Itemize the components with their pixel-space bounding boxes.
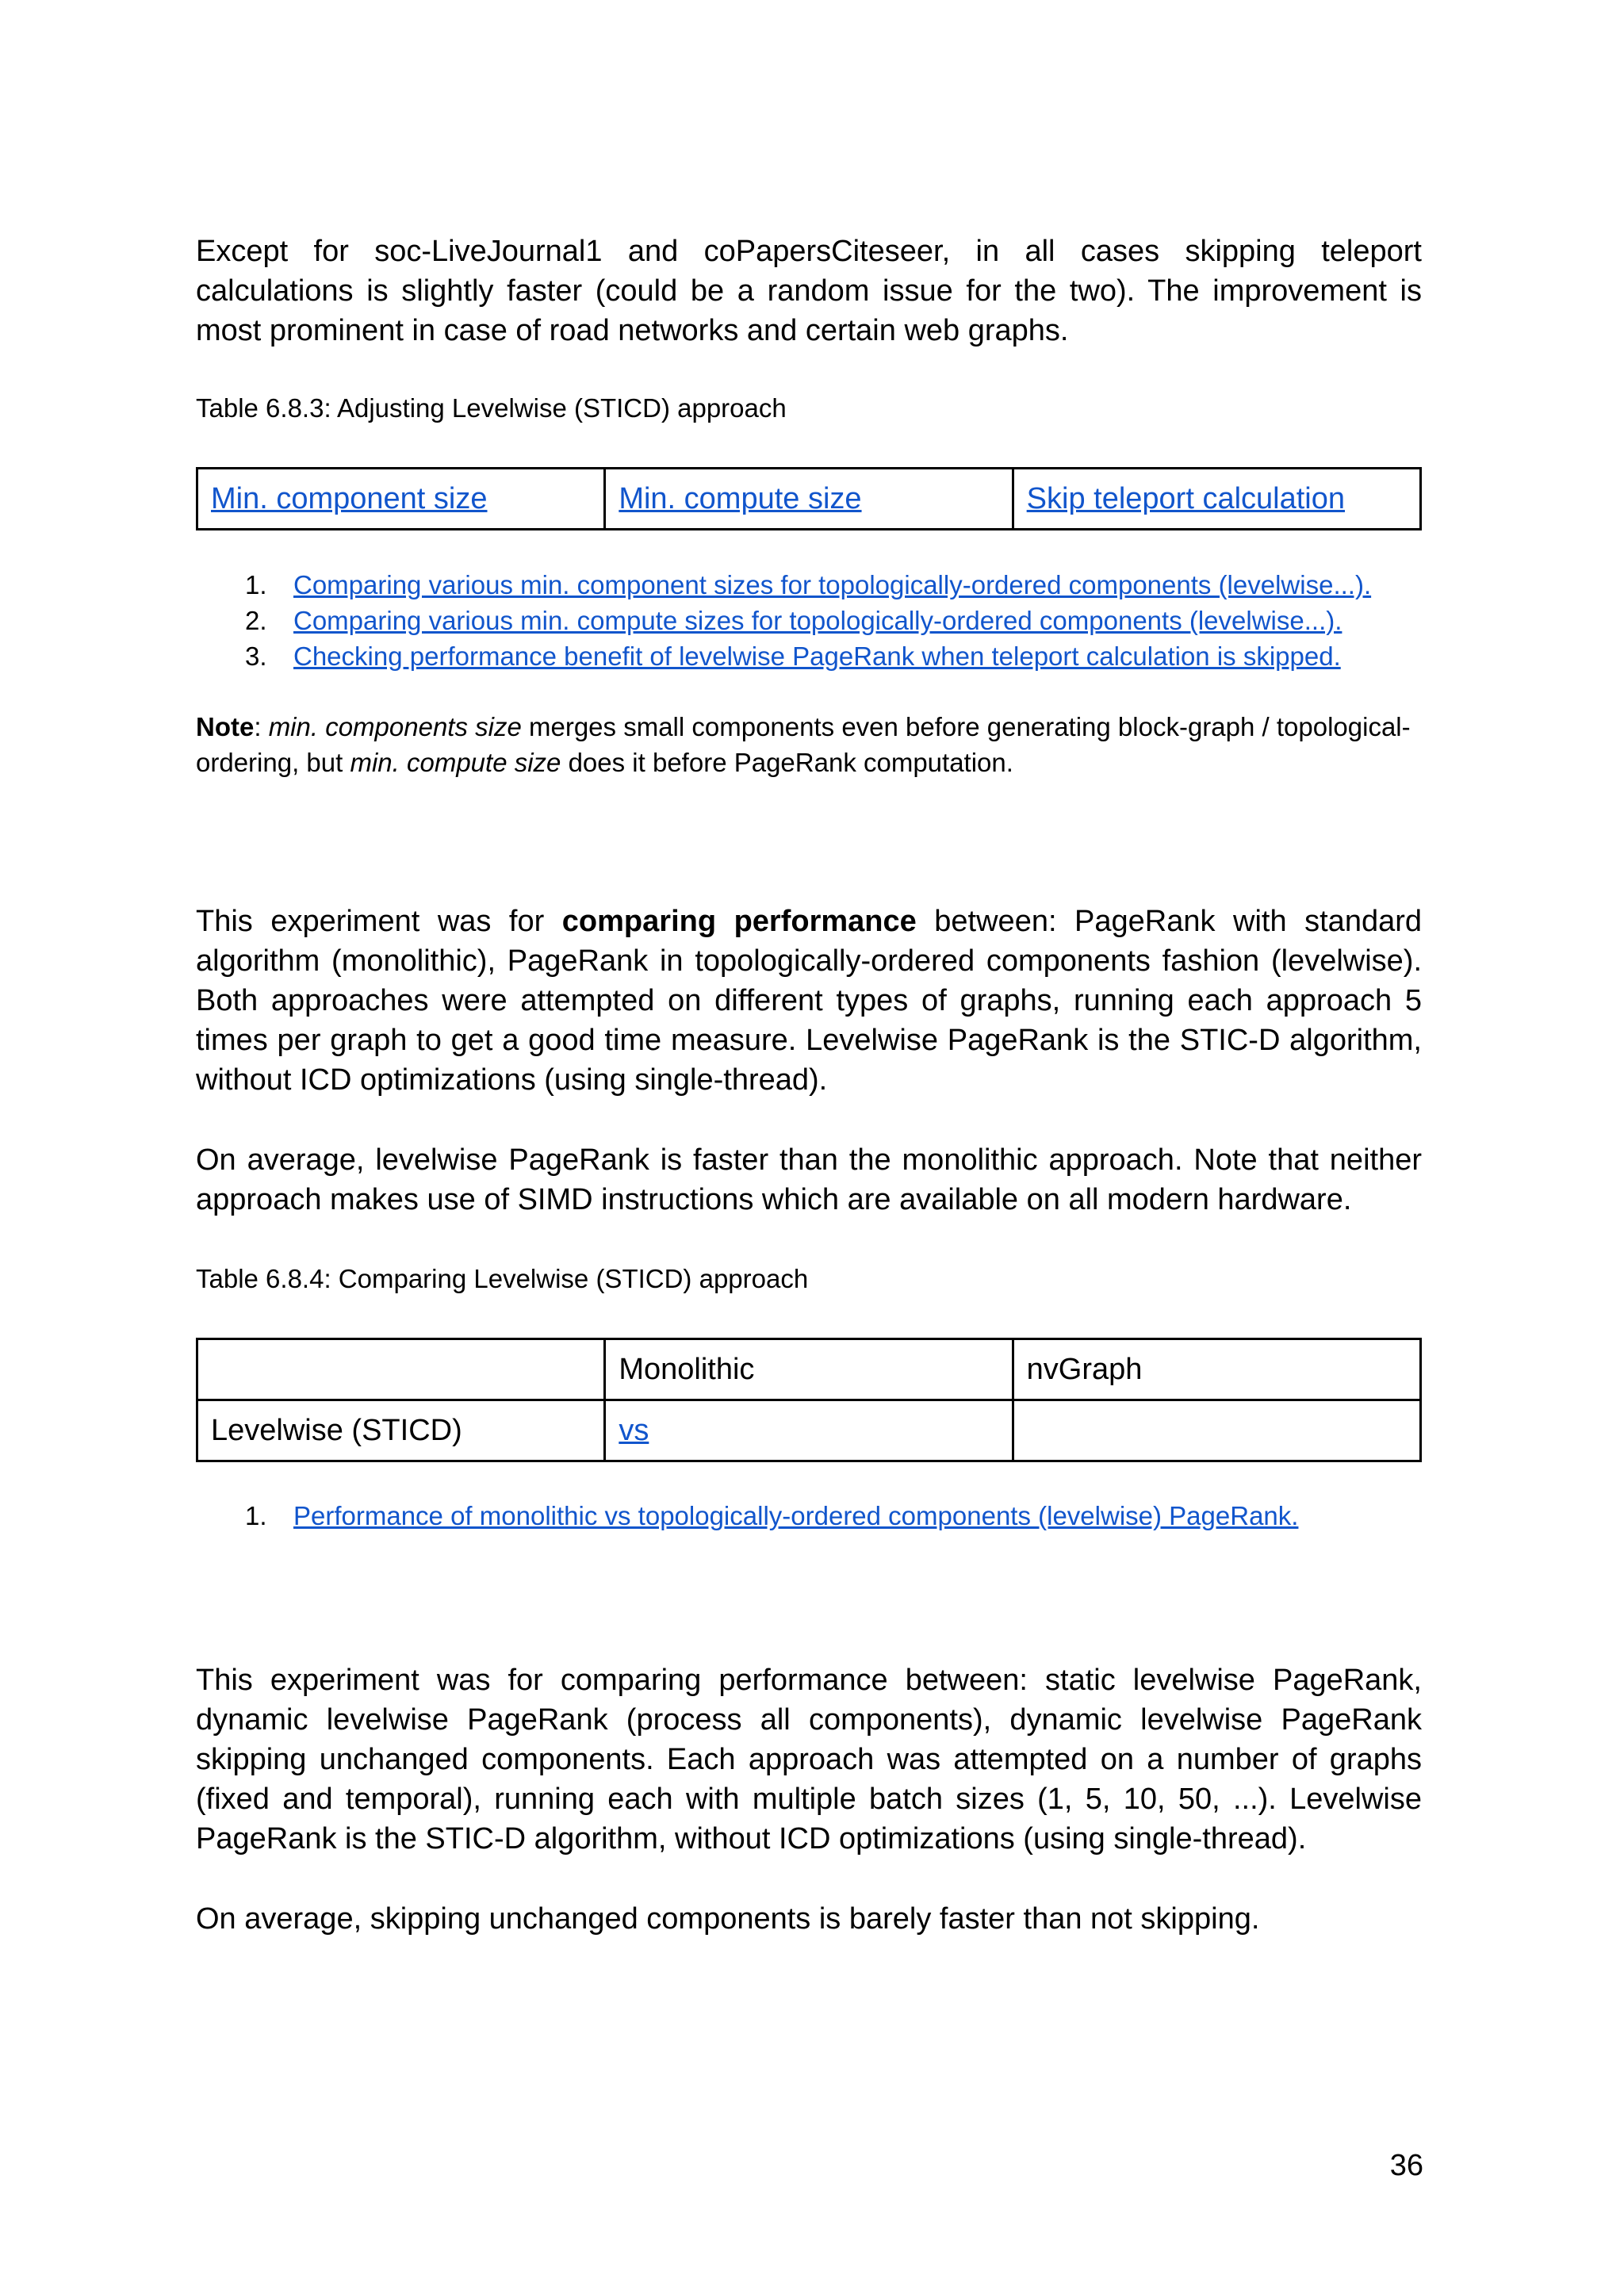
vs-link[interactable]: vs — [619, 1413, 649, 1447]
table-cell — [1013, 1400, 1420, 1461]
note-paragraph — [196, 709, 1422, 780]
list-item — [196, 603, 1422, 638]
paragraph-monolithic-vs-levelwise — [196, 902, 1422, 1100]
skip-teleport-calculation-link[interactable]: Skip teleport calculation — [1026, 481, 1345, 515]
list-link[interactable]: Performance of monolithic vs topologically-ordered components (levelwise) PageRank. — [293, 1501, 1299, 1530]
table-cell — [1013, 469, 1420, 530]
list-table-6-8-3-links — [196, 567, 1422, 674]
list-number: 2. — [245, 606, 267, 635]
table-row — [197, 1339, 1421, 1400]
list-link[interactable]: Comparing various min. component sizes for topologically-ordered components (levelwise...). — [293, 570, 1372, 599]
paragraph-text: This experiment was for — [196, 905, 562, 938]
list-link[interactable]: Comparing various min. compute sizes for topologically-ordered components (levelwise...). — [293, 606, 1342, 635]
list-number: 1. — [245, 570, 267, 599]
list-number: 1. — [245, 1501, 267, 1530]
paragraph-skipping-unchanged: On average, skipping unchanged components is barely faster than not skipping. — [196, 1902, 1260, 1936]
note-label: Note — [196, 712, 255, 741]
table-cell — [605, 1400, 1013, 1461]
note-emphasis-compute: min. compute size — [350, 748, 561, 777]
page-number: 36 — [1389, 2149, 1423, 2182]
list-item — [196, 567, 1422, 603]
table-header-monolithic: Monolithic — [605, 1339, 1013, 1400]
table-row-label-levelwise: Levelwise (STICD) — [197, 1400, 605, 1461]
note-text: merges small components even before generating block-graph / topological-ordering, but — [196, 712, 1411, 777]
paragraph-text: between: PageRank with standard algorithm (monolithic), PageRank in topologically-ordered components fashion (levelwise). Both approaches were attempted on different types of graphs, running each approach 5 times per graph to get a good time measure. Levelwise PageRank is the STIC-D algorithm, without ICD optimizations (using single-thread). — [196, 905, 1423, 1097]
table-cell — [197, 469, 605, 530]
table-6-8-4-caption: Table 6.8.4: Comparing Levelwise (STICD) approach — [196, 1264, 809, 1293]
table-6-8-4 — [196, 1338, 1422, 1462]
paragraph-levelwise-faster: On average, levelwise PageRank is faster than the monolithic approach. Note that neither approach makes use of SIMD instructions which are available on all modern hardware. — [196, 1143, 1422, 1216]
paragraph-bold: comparing performance — [561, 905, 917, 938]
paragraph-dynamic-levelwise: This experiment was for comparing performance between: static levelwise PageRank, dynamic levelwise PageRank (process all components), dynamic levelwise PageRank skipping unchanged components. Each approach was attempted on a number of graphs (fixed and temporal), running each with multiple batch sizes (1, 5, 10, 50, ...). Levelwise PageRank is the STIC-D algorithm, without ICD optimizations (using single-thread). — [196, 1664, 1422, 1855]
table-6-8-3-caption: Table 6.8.3: Adjusting Levelwise (STICD) approach — [196, 393, 787, 423]
note-separator: : — [254, 712, 269, 741]
table-header-nvgraph: nvGraph — [1013, 1339, 1420, 1400]
list-item — [196, 1498, 1422, 1534]
table-cell — [605, 469, 1013, 530]
table-row — [197, 469, 1421, 530]
table-6-8-3 — [196, 467, 1422, 530]
paragraph-skip-teleport: Except for soc-LiveJournal1 and coPapersCiteseer, in all cases skipping teleport calculations is slightly faster (could be a random issue for the two). The improvement is most prominent in case of road networks and certain web graphs. — [196, 235, 1422, 347]
min-component-size-link[interactable]: Min. component size — [211, 481, 488, 515]
min-compute-size-link[interactable]: Min. compute size — [619, 481, 862, 515]
list-number: 3. — [245, 641, 267, 671]
list-item — [196, 638, 1422, 674]
table-row — [197, 1400, 1421, 1461]
table-cell — [197, 1339, 605, 1400]
note-text: does it before PageRank computation. — [561, 748, 1013, 777]
list-link[interactable]: Checking performance benefit of levelwise PageRank when teleport calculation is skipped. — [293, 641, 1341, 671]
list-table-6-8-4-links — [196, 1498, 1422, 1534]
note-emphasis-component: min. components size — [268, 712, 522, 741]
